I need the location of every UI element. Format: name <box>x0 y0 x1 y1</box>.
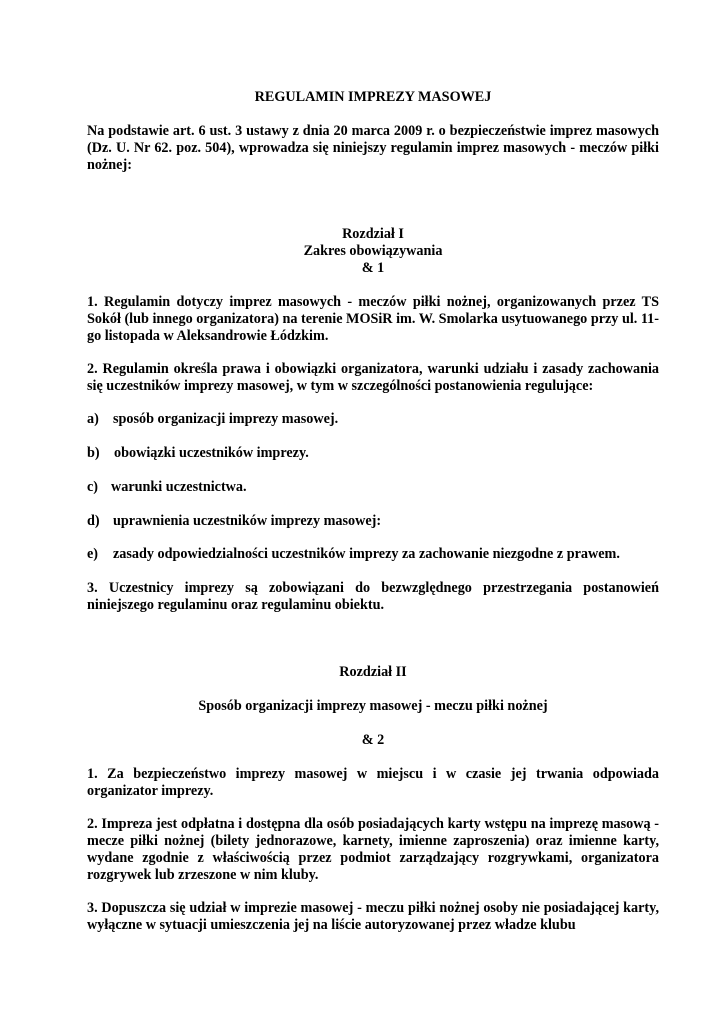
document-title: REGULAMIN IMPREZY MASOWEJ <box>254 89 492 105</box>
list-item-text: obowiązki uczestników imprezy. <box>114 445 309 461</box>
list-item <box>87 411 659 428</box>
list-item <box>87 513 659 530</box>
chapter-2-paragraph-3: 3. Dopuszcza się udział w imprezie masowej - meczu piłki nożnej osoby nie posiadającej karty, wyłączne w sytuacji umieszczenia jej na liście autoryzowanej przez władze klubu <box>87 900 659 933</box>
list-item <box>87 546 659 563</box>
list-item-text: sposób organizacji imprezy masowej. <box>113 411 339 427</box>
list-item <box>87 479 659 496</box>
chapter-2-subtitle: Sposób organizacji imprezy masowej - meczu piłki nożnej <box>198 698 548 714</box>
list-item-letter: d) <box>87 513 100 529</box>
section-1-marker: & 1 <box>361 260 385 276</box>
chapter-2-paragraph-1: 1. Za bezpieczeństwo imprezy masowej w miejscu i w czasie jej trwania odpowiada organizator imprezy. <box>87 766 659 799</box>
section-2-marker: & 2 <box>361 732 385 748</box>
chapter-1-paragraph-1: 1. Regulamin dotyczy imprez masowych - meczów piłki nożnej, organizowanych przez TS Sokół (lub innego organizatora) na terenie MOSiR im. W. Smolarka usytuowanego przy ul. 11-go listopada w Aleksandrowie Łódzkim. <box>87 294 660 344</box>
list-item-letter: c) <box>87 479 99 495</box>
chapter-1-subtitle: Zakres obowiązywania <box>303 243 443 259</box>
list-item-text: zasady odpowiedzialności uczestników imprezy za zachowanie niezgodne z prawem. <box>113 546 620 562</box>
list-item-letter: b) <box>87 445 100 461</box>
chapter-1-paragraph-2: 2. Regulamin określa prawa i obowiązki organizatora, warunki udziału i zasady zachowania się uczestników imprezy masowej, w tym w szczególności postanowienia regulujące: <box>87 361 659 394</box>
list-item-letter: e) <box>87 546 99 562</box>
intro-paragraph: Na podstawie art. 6 ust. 3 ustawy z dnia 20 marca 2009 r. o bezpieczeństwie imprez masowych (Dz. U. Nr 62. poz. 504), wprowadza się niniejszy regulamin imprez masowych - meczów piłki nożnej: <box>87 123 659 173</box>
list-item <box>87 445 659 462</box>
list-item-letter: a) <box>87 411 99 427</box>
list-item-text: warunki uczestnictwa. <box>111 479 247 495</box>
list-item-text: uprawnienia uczestników imprezy masowej: <box>113 513 382 529</box>
chapter-1-paragraph-3: 3. Uczestnicy imprezy są zobowiązani do bezwzględnego przestrzegania postanowień niniejszego regulaminu oraz regulaminu obiektu. <box>87 580 659 613</box>
chapter-2-heading: Rozdział II <box>339 664 407 680</box>
chapter-1-heading: Rozdział I <box>342 226 404 242</box>
chapter-2-paragraph-2: 2. Impreza jest odpłatna i dostępna dla osób posiadających karty wstępu na imprezę masową - mecze piłki nożnej (bilety jednorazowe, karnety, imienne zaproszenia) oraz imienne karty, wydane zgodnie z właściwością przez podmiot zarządzający rozgrywkami, organizatora rozgrywek lub zrzeszone w nim kluby. <box>87 816 659 883</box>
